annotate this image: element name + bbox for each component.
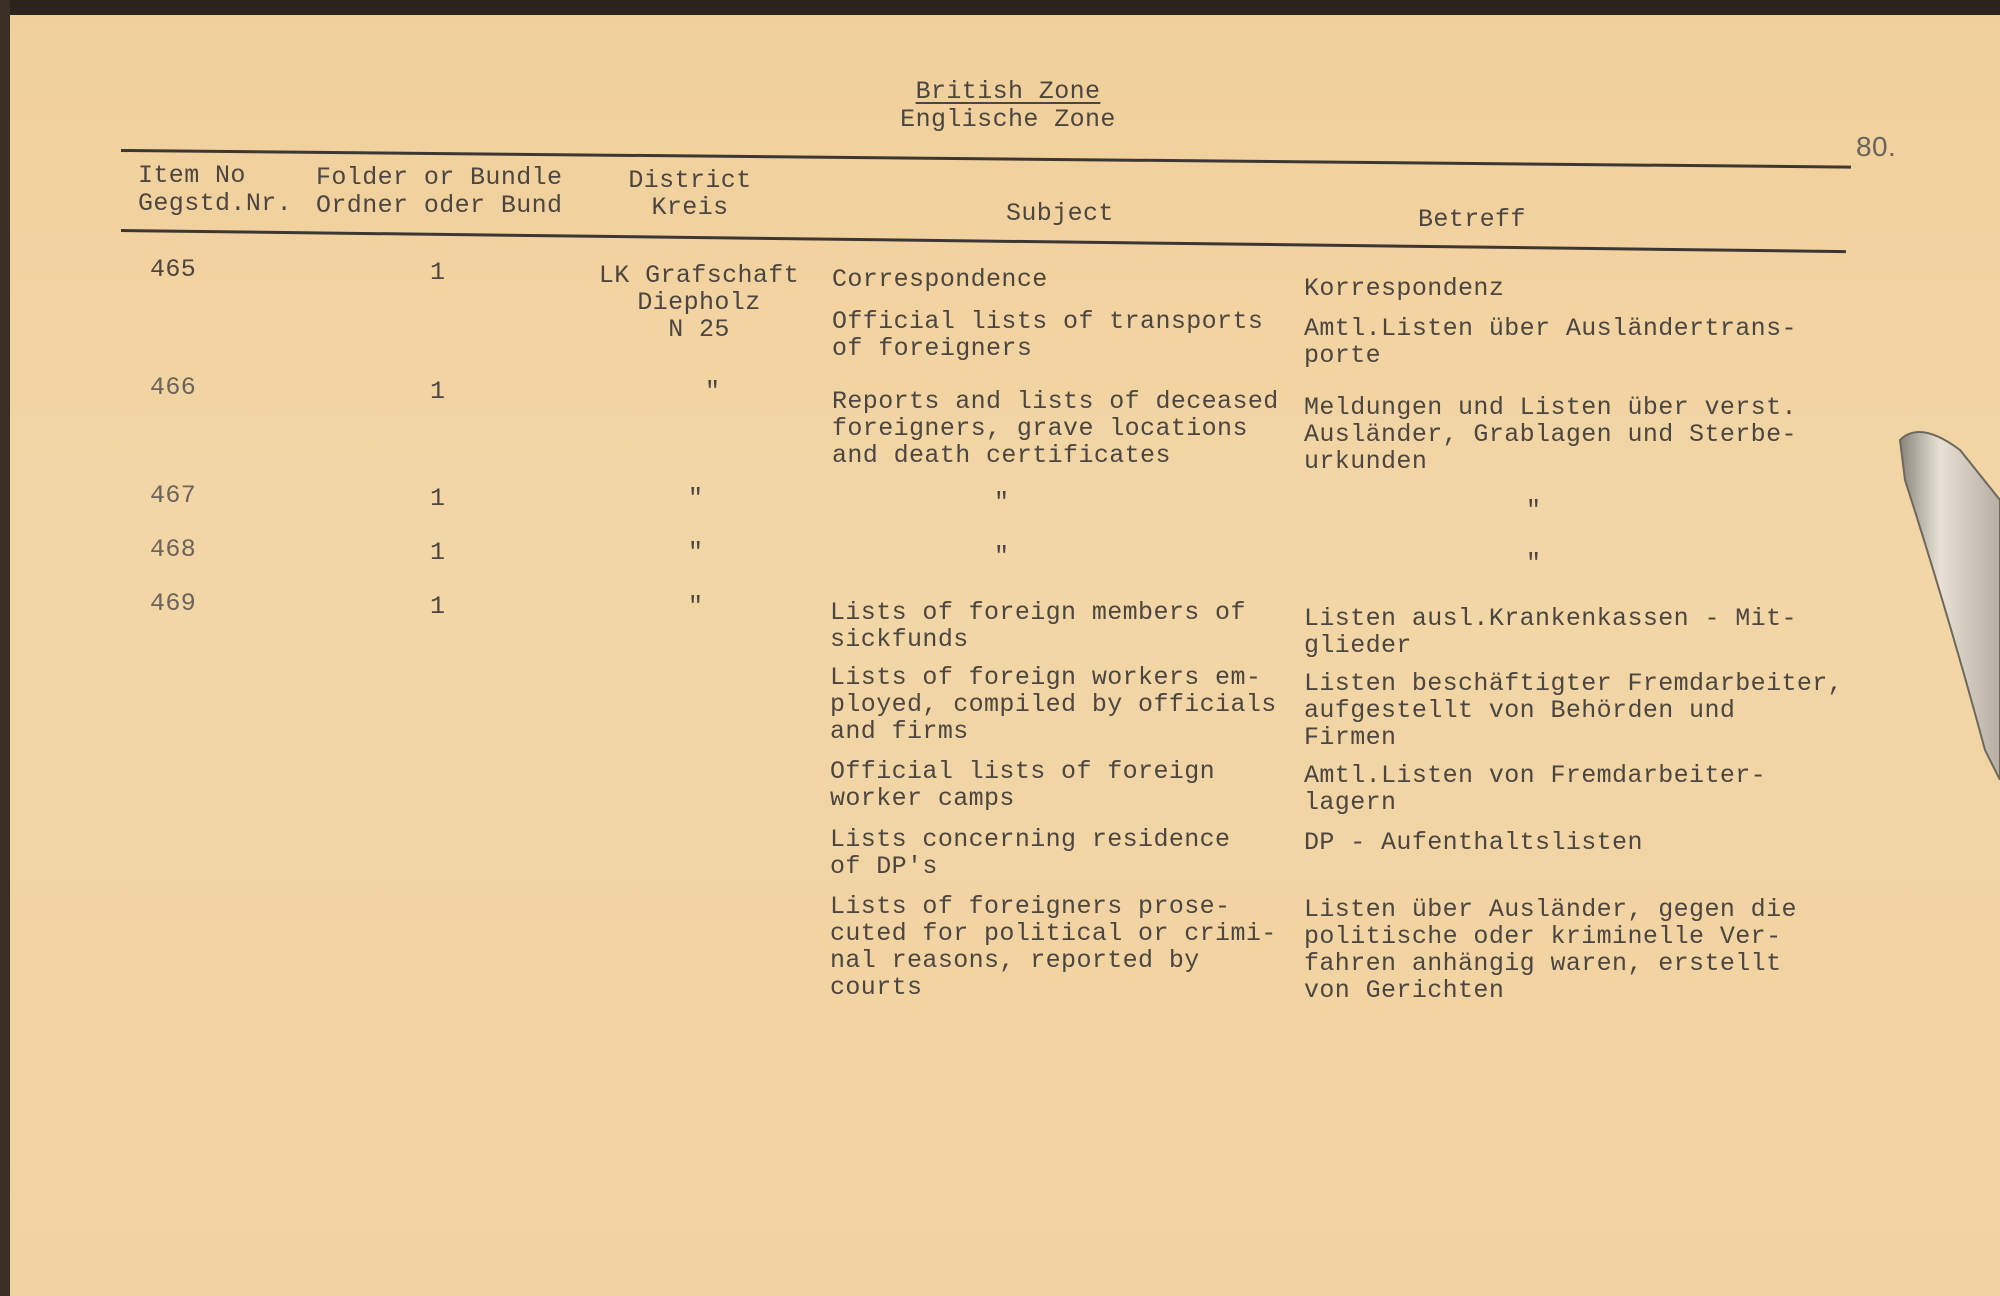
subject: Lists concerning residence of DP's xyxy=(830,825,1231,881)
subject: Lists of foreign members of sickfunds xyxy=(830,598,1246,654)
col-district-de: Kreis xyxy=(651,193,729,222)
subject: Official lists of transports of foreigners xyxy=(832,307,1264,363)
col-item-de: Gegstd.Nr. xyxy=(138,189,293,218)
betreff: Meldungen und Listen über verst. Ausländer, Grablagen und Sterbe- urkunden xyxy=(1304,393,1797,476)
betreff: Amtl.Listen von Fremdarbeiter- lagern xyxy=(1304,761,1767,817)
col-district-en: District xyxy=(628,166,752,195)
subject: Lists of foreign workers em- ployed, compiled by officials and firms xyxy=(830,663,1277,746)
betreff: Korrespondenz xyxy=(1304,274,1505,303)
item-number: 468 xyxy=(150,535,197,564)
tweezers-icon xyxy=(1890,420,2000,780)
zone-title-de: Englische Zone xyxy=(900,105,1116,134)
col-folder-en: Folder or Bundle xyxy=(316,163,563,192)
betreff-ditto: " xyxy=(1526,496,1542,525)
folder-count: 1 xyxy=(430,484,446,513)
page-number: 80. xyxy=(1856,131,1897,162)
item-number: 467 xyxy=(150,481,197,510)
subject: Reports and lists of deceased foreigners, grave locations and death certificates xyxy=(832,387,1279,470)
betreff-ditto: " xyxy=(1526,549,1542,578)
folder-count: 1 xyxy=(430,258,446,287)
district-ditto: " xyxy=(688,484,704,513)
item-number: 466 xyxy=(150,373,197,402)
col-folder-de: Ordner oder Bund xyxy=(316,191,563,220)
subject-ditto: " xyxy=(994,488,1010,517)
header-bottom-rule xyxy=(121,229,1846,253)
item-number: 465 xyxy=(150,255,197,284)
subject-ditto: " xyxy=(994,542,1010,571)
subject: Correspondence xyxy=(832,265,1048,294)
item-number: 469 xyxy=(150,589,197,618)
district-ditto: " xyxy=(688,592,704,621)
district-ditto: " xyxy=(688,538,704,567)
betreff: Listen über Ausländer, gegen die politische oder kriminelle Ver- fahren anhängig waren, erstellt von Gerichten xyxy=(1304,895,1797,1005)
district: LK Grafschaft Diepholz N 25 xyxy=(598,261,800,344)
folder-count: 1 xyxy=(430,377,446,406)
page-top-edge xyxy=(0,0,2000,15)
col-betreff: Betreff xyxy=(1418,205,1526,234)
betreff: Listen ausl.Krankenkassen - Mit- glieder xyxy=(1304,604,1797,660)
zone-title-en: British Zone xyxy=(915,77,1101,106)
page-left-edge xyxy=(0,0,10,1296)
subject: Official lists of foreign worker camps xyxy=(830,757,1216,813)
folder-count: 1 xyxy=(430,538,446,567)
district-ditto: " xyxy=(705,377,721,406)
folder-count: 1 xyxy=(430,592,446,621)
col-item-en: Item No xyxy=(138,161,246,190)
betreff: DP - Aufenthaltslisten xyxy=(1304,828,1643,857)
subject: Lists of foreigners prose- cuted for political or crimi- nal reasons, reported by courts xyxy=(830,892,1277,1002)
col-subject: Subject xyxy=(1006,199,1114,228)
betreff: Listen beschäftigter Fremdarbeiter, aufgestellt von Behörden und Firmen xyxy=(1304,669,1844,752)
betreff: Amtl.Listen über Ausländertrans- porte xyxy=(1304,314,1797,370)
